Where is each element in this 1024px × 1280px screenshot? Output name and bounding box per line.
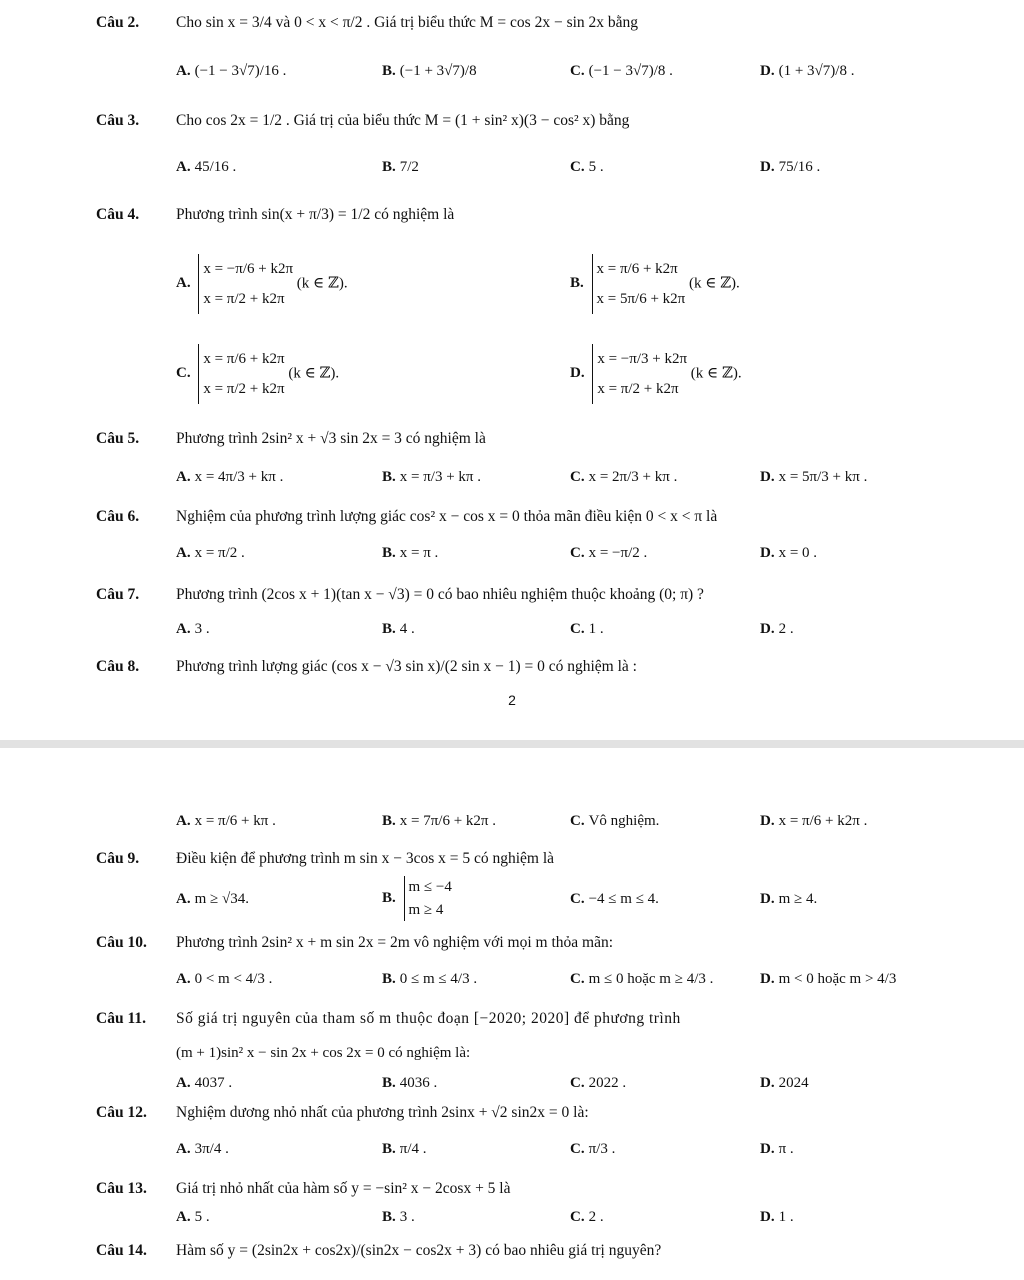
question-text: Nghiệm dương nhỏ nhất của phương trình 2sinx + √2 sin2x = 0 là:: [176, 1104, 589, 1121]
page-2: [0, 748, 1024, 1280]
option-c[interactable]: C. Vô nghiệm.: [570, 813, 660, 829]
option-b[interactable]: B. x = π .: [382, 545, 439, 561]
option-b[interactable]: B. (−1 + 3√7)/8: [382, 63, 477, 79]
question-label: Câu 12.: [96, 1104, 147, 1121]
option-a[interactable]: A. x = 4π/3 + kπ .: [176, 469, 284, 485]
option-d[interactable]: D. x = 0 .: [760, 545, 818, 561]
option-a[interactable]: A. 45/16 .: [176, 159, 237, 175]
option-d[interactable]: D. m < 0 hoặc m > 4/3: [760, 971, 897, 987]
question-text: Điều kiện để phương trình m sin x − 3cos x = 5 có nghiệm là: [176, 850, 555, 867]
question-text: Hàm số y = (2sin2x + cos2x)/(sin2x − cos2x + 3) có bao nhiêu giá trị nguyên?: [176, 1242, 662, 1259]
option-c[interactable]: C. (−1 − 3√7)/8 .: [570, 63, 673, 79]
option-a[interactable]: A. x = −π/6 + k2π x = π/2 + k2π (k ∈ ℤ).: [176, 254, 348, 314]
question-7: [96, 586, 704, 605]
equation-system: x = −π/6 + k2π x = π/2 + k2π: [198, 254, 293, 314]
option-c[interactable]: C. x = π/6 + k2π x = π/2 + k2π (k ∈ ℤ).: [176, 344, 339, 404]
option-a[interactable]: A. 5 .: [176, 1209, 210, 1225]
question-label: Câu 3.: [96, 112, 140, 129]
option-d[interactable]: D. 2024: [760, 1075, 809, 1091]
question-13: [96, 1180, 511, 1199]
question-label: Câu 13.: [96, 1180, 147, 1197]
option-b[interactable]: B. 4 .: [382, 621, 415, 637]
question-text: Cho sin x = 3/4 và 0 < x < π/2 . Giá trị biểu thức M = cos 2x − sin 2x bằng: [176, 14, 639, 31]
option-c[interactable]: C. x = −π/2 .: [570, 545, 648, 561]
option-b[interactable]: B. m ≤ −4 m ≥ 4: [382, 876, 452, 921]
question-text: Phương trình (2cos x + 1)(tan x − √3) = 0 có bao nhiêu nghiệm thuộc khoảng (0; π) ?: [176, 586, 704, 603]
question-text: Phương trình lượng giác (cos x − √3 sin x)/(2 sin x − 1) = 0 có nghiệm là :: [176, 658, 637, 675]
option-a[interactable]: A. x = π/2 .: [176, 545, 245, 561]
option-a[interactable]: A. 3π/4 .: [176, 1141, 229, 1157]
question-10: [96, 934, 613, 953]
option-a[interactable]: A. (−1 − 3√7)/16 .: [176, 63, 287, 79]
question-text: Nghiệm của phương trình lượng giác cos² x − cos x = 0 thỏa mãn điều kiện 0 < x < π là: [176, 508, 718, 525]
option-c[interactable]: C. −4 ≤ m ≤ 4.: [570, 891, 659, 907]
question-text: Số giá trị nguyên của tham số m thuộc đoạn [−2020; 2020] để phương trình: [176, 1010, 681, 1027]
option-b[interactable]: B. 0 ≤ m ≤ 4/3 .: [382, 971, 478, 987]
question-11: [96, 1010, 681, 1029]
option-d[interactable]: D. x = −π/3 + k2π x = π/2 + k2π (k ∈ ℤ).: [570, 344, 742, 404]
question-9: [96, 850, 554, 869]
option-b[interactable]: B. π/4 .: [382, 1141, 427, 1157]
equation-system: x = π/6 + k2π x = 5π/6 + k2π: [592, 254, 686, 314]
question-label: Câu 6.: [96, 508, 140, 525]
option-b[interactable]: B. 3 .: [382, 1209, 415, 1225]
question-text: Phương trình 2sin² x + √3 sin 2x = 3 có nghiệm là: [176, 430, 486, 447]
option-c[interactable]: C. 2022 .: [570, 1075, 627, 1091]
question-text: Phương trình sin(x + π/3) = 1/2 có nghiệm là: [176, 206, 455, 223]
option-c[interactable]: C. 1 .: [570, 621, 604, 637]
option-a[interactable]: A. x = π/6 + kπ .: [176, 813, 276, 829]
option-d[interactable]: D. x = π/6 + k2π .: [760, 813, 868, 829]
option-a[interactable]: A. m ≥ √34.: [176, 891, 249, 907]
question-label: Câu 2.: [96, 14, 140, 31]
option-a[interactable]: A. 4037 .: [176, 1075, 233, 1091]
option-b[interactable]: B. x = 7π/6 + k2π .: [382, 813, 496, 829]
question-label: Câu 4.: [96, 206, 140, 223]
question-14: [96, 1242, 661, 1261]
question-11-continuation: (m + 1)sin² x − sin 2x + cos 2x = 0 có nghiệm là:: [176, 1045, 471, 1061]
option-c[interactable]: C. 2 .: [570, 1209, 604, 1225]
question-label: Câu 14.: [96, 1242, 147, 1259]
option-b[interactable]: B. x = π/3 + kπ .: [382, 469, 481, 485]
question-6: [96, 508, 717, 527]
question-4: [96, 206, 454, 225]
question-label: Câu 7.: [96, 586, 140, 603]
option-c[interactable]: C. x = 2π/3 + kπ .: [570, 469, 678, 485]
option-d[interactable]: D. 1 .: [760, 1209, 794, 1225]
option-a[interactable]: A. 0 < m < 4/3 .: [176, 971, 273, 987]
option-d[interactable]: D. 75/16 .: [760, 159, 821, 175]
question-text: Phương trình 2sin² x + m sin 2x = 2m vô nghiệm với mọi m thỏa mãn:: [176, 934, 614, 951]
question-text: Giá trị nhỏ nhất của hàm số y = −sin² x − 2cosx + 5 là: [176, 1180, 511, 1197]
question-label: Câu 8.: [96, 658, 140, 675]
question-2: [96, 14, 638, 33]
option-b[interactable]: B. 4036 .: [382, 1075, 438, 1091]
equation-system: x = −π/3 + k2π x = π/2 + k2π: [592, 344, 687, 404]
option-c[interactable]: C. 5 .: [570, 159, 604, 175]
question-8: [96, 658, 637, 677]
option-d[interactable]: D. (1 + 3√7)/8 .: [760, 63, 855, 79]
question-text: Cho cos 2x = 1/2 . Giá trị của biểu thức M = (1 + sin² x)(3 − cos² x) bằng: [176, 112, 630, 129]
question-12: [96, 1104, 589, 1123]
option-d[interactable]: D. m ≥ 4.: [760, 891, 818, 907]
question-label: Câu 10.: [96, 934, 147, 951]
option-d[interactable]: D. π .: [760, 1141, 794, 1157]
option-d[interactable]: D. 2 .: [760, 621, 794, 637]
inequality-system: m ≤ −4 m ≥ 4: [404, 876, 452, 921]
question-5: [96, 430, 486, 449]
question-3: [96, 112, 629, 131]
page-separator: [0, 740, 1024, 748]
option-b[interactable]: B. x = π/6 + k2π x = 5π/6 + k2π (k ∈ ℤ).: [570, 254, 740, 314]
option-b[interactable]: B. 7/2: [382, 159, 419, 175]
page-number: 2: [508, 692, 516, 708]
question-label: Câu 11.: [96, 1010, 146, 1027]
question-label: Câu 9.: [96, 850, 140, 867]
option-a[interactable]: A. 3 .: [176, 621, 210, 637]
option-c[interactable]: C. m ≤ 0 hoặc m ≥ 4/3 .: [570, 971, 714, 987]
option-c[interactable]: C. π/3 .: [570, 1141, 616, 1157]
question-label: Câu 5.: [96, 430, 140, 447]
option-d[interactable]: D. x = 5π/3 + kπ .: [760, 469, 868, 485]
equation-system: x = π/6 + k2π x = π/2 + k2π: [198, 344, 284, 404]
